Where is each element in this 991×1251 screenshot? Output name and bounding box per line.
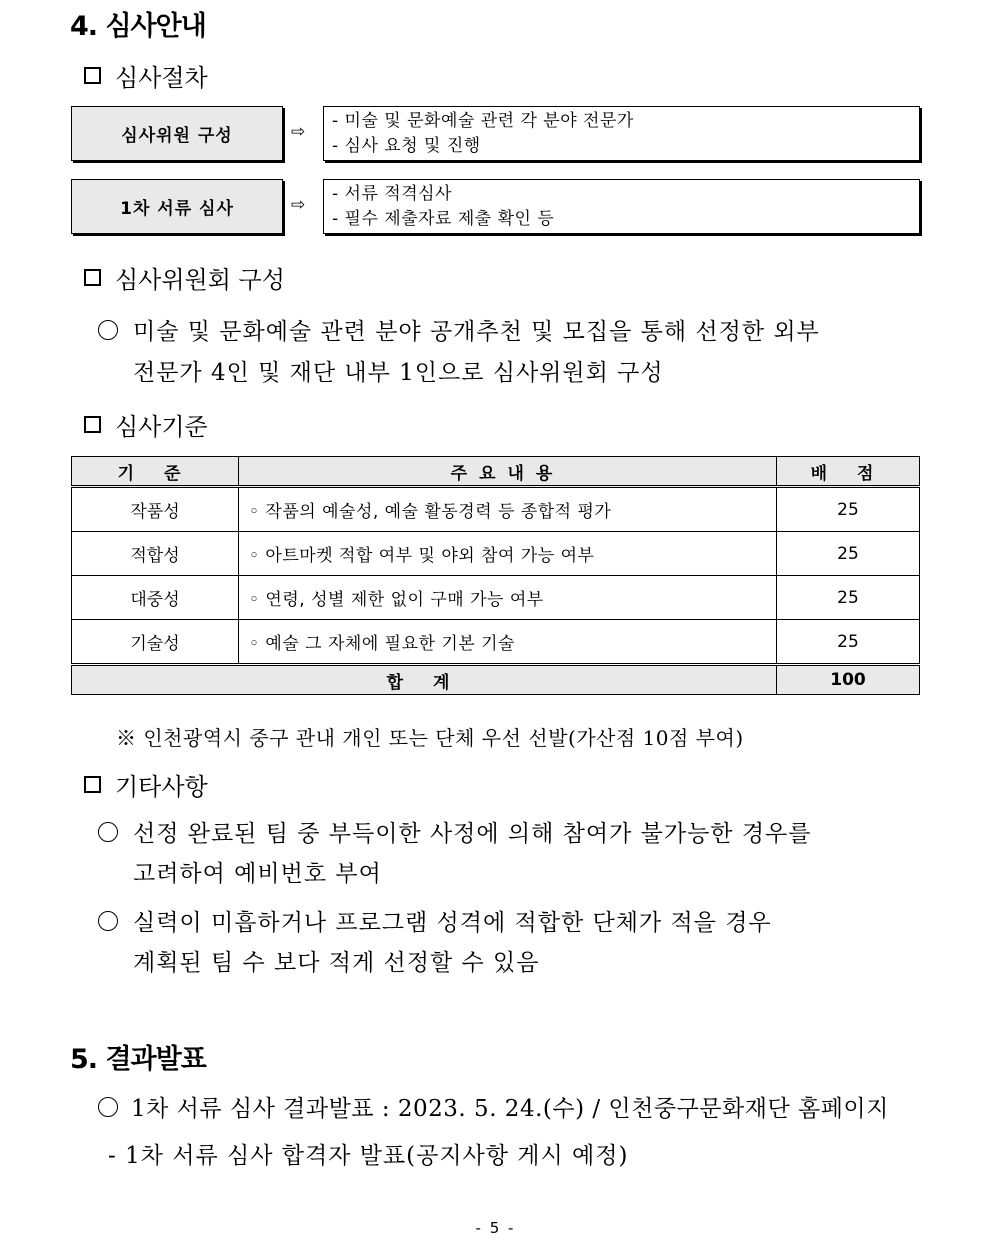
other-item-2-line-1: 실력이 미흡하거나 프로그램 성격에 적합한 단체가 적을 경우 [133, 910, 772, 936]
step-1-label: 심사위원 구성 [71, 106, 283, 161]
circle-bullet-icon [98, 1097, 118, 1117]
procedure-heading-text: 심사절차 [115, 64, 208, 92]
criteria-score: 25 [777, 532, 920, 576]
step-1-line-1: - 미술 및 문화예술 관련 각 분야 전문가 [332, 111, 634, 131]
checkbox-square-icon [84, 67, 101, 84]
other-item-1-line-2: 고려하여 예비번호 부여 [133, 861, 382, 887]
checkbox-square-icon [84, 269, 101, 286]
table-row [72, 487, 920, 532]
committee-heading-text: 심사위원회 구성 [115, 266, 285, 294]
criteria-name: 적합성 [72, 532, 239, 576]
committee-line-1: 미술 및 문화예술 관련 분야 공개추천 및 모집을 통해 선정한 외부 [133, 319, 820, 345]
criteria-score: 25 [777, 487, 920, 532]
bonus-note: ※ 인천광역시 중구 관내 개인 또는 단체 우선 선발(가산점 10점 부여) [116, 726, 744, 750]
step-2-label: 1차 서류 심사 [71, 179, 283, 234]
step-2-line-2: - 필수 제출자료 제출 확인 등 [332, 209, 555, 229]
checkbox-square-icon [84, 416, 101, 433]
table-row [72, 620, 920, 665]
result-announcement-line: 1차 서류 심사 결과발표 : 2023. 5. 24.(수) / 인천중구문화재단 홈페이지 [131, 1096, 889, 1122]
criteria-name: 작품성 [72, 487, 239, 532]
criteria-content: ◦ 아트마켓 적합 여부 및 야외 참여 가능 여부 [239, 532, 777, 576]
circle-bullet-icon [98, 822, 118, 842]
committee-line-2: 전문가 4인 및 재단 내부 1인으로 심사위원회 구성 [133, 360, 664, 386]
table-row [72, 532, 920, 576]
criteria-content: ◦ 예술 그 자체에 필요한 기본 기술 [239, 620, 777, 665]
total-score: 100 [777, 665, 920, 695]
table-header-row [72, 457, 920, 487]
criteria-score: 25 [777, 620, 920, 665]
step-1-description [323, 106, 920, 161]
section-4-title: 4. 심사안내 [70, 11, 206, 42]
criteria-table [71, 456, 920, 695]
other-heading-text: 기타사항 [115, 773, 208, 801]
total-label: 합 계 [72, 665, 777, 695]
step-1-line-2: - 심사 요청 및 진행 [332, 136, 481, 156]
right-arrow-icon: ⇨ [291, 122, 306, 142]
column-header-score: 배 점 [777, 457, 920, 487]
page-number: - 5 - [475, 1219, 516, 1237]
criteria-name: 기술성 [72, 620, 239, 665]
table-row [72, 576, 920, 620]
criteria-heading-text: 심사기준 [115, 413, 208, 441]
other-item-2-line-2: 계획된 팀 수 보다 적게 선정할 수 있음 [133, 950, 540, 976]
criteria-content: ◦ 연령, 성별 제한 없이 구매 가능 여부 [239, 576, 777, 620]
criteria-score: 25 [777, 576, 920, 620]
result-sub-line: - 1차 서류 심사 합격자 발표(공지사항 게시 예정) [108, 1143, 629, 1169]
column-header-criteria: 기 준 [72, 457, 239, 487]
checkbox-square-icon [84, 776, 101, 793]
table-total-row [72, 665, 920, 695]
circle-bullet-icon [98, 320, 118, 340]
other-heading [84, 767, 208, 802]
step-2-line-1: - 서류 적격심사 [332, 184, 452, 204]
procedure-heading [84, 58, 208, 93]
right-arrow-icon: ⇨ [291, 195, 306, 215]
column-header-content: 주요내용 [239, 457, 777, 487]
criteria-content: ◦ 작품의 예술성, 예술 활동경력 등 종합적 평가 [239, 487, 777, 532]
other-item-1-line-1: 선정 완료된 팀 중 부득이한 사정에 의해 참여가 불가능한 경우를 [133, 821, 812, 847]
committee-heading [84, 260, 285, 295]
section-5-title: 5. 결과발표 [70, 1044, 206, 1075]
circle-bullet-icon [98, 911, 118, 931]
criteria-heading [84, 407, 208, 442]
step-2-description [323, 179, 920, 234]
criteria-name: 대중성 [72, 576, 239, 620]
